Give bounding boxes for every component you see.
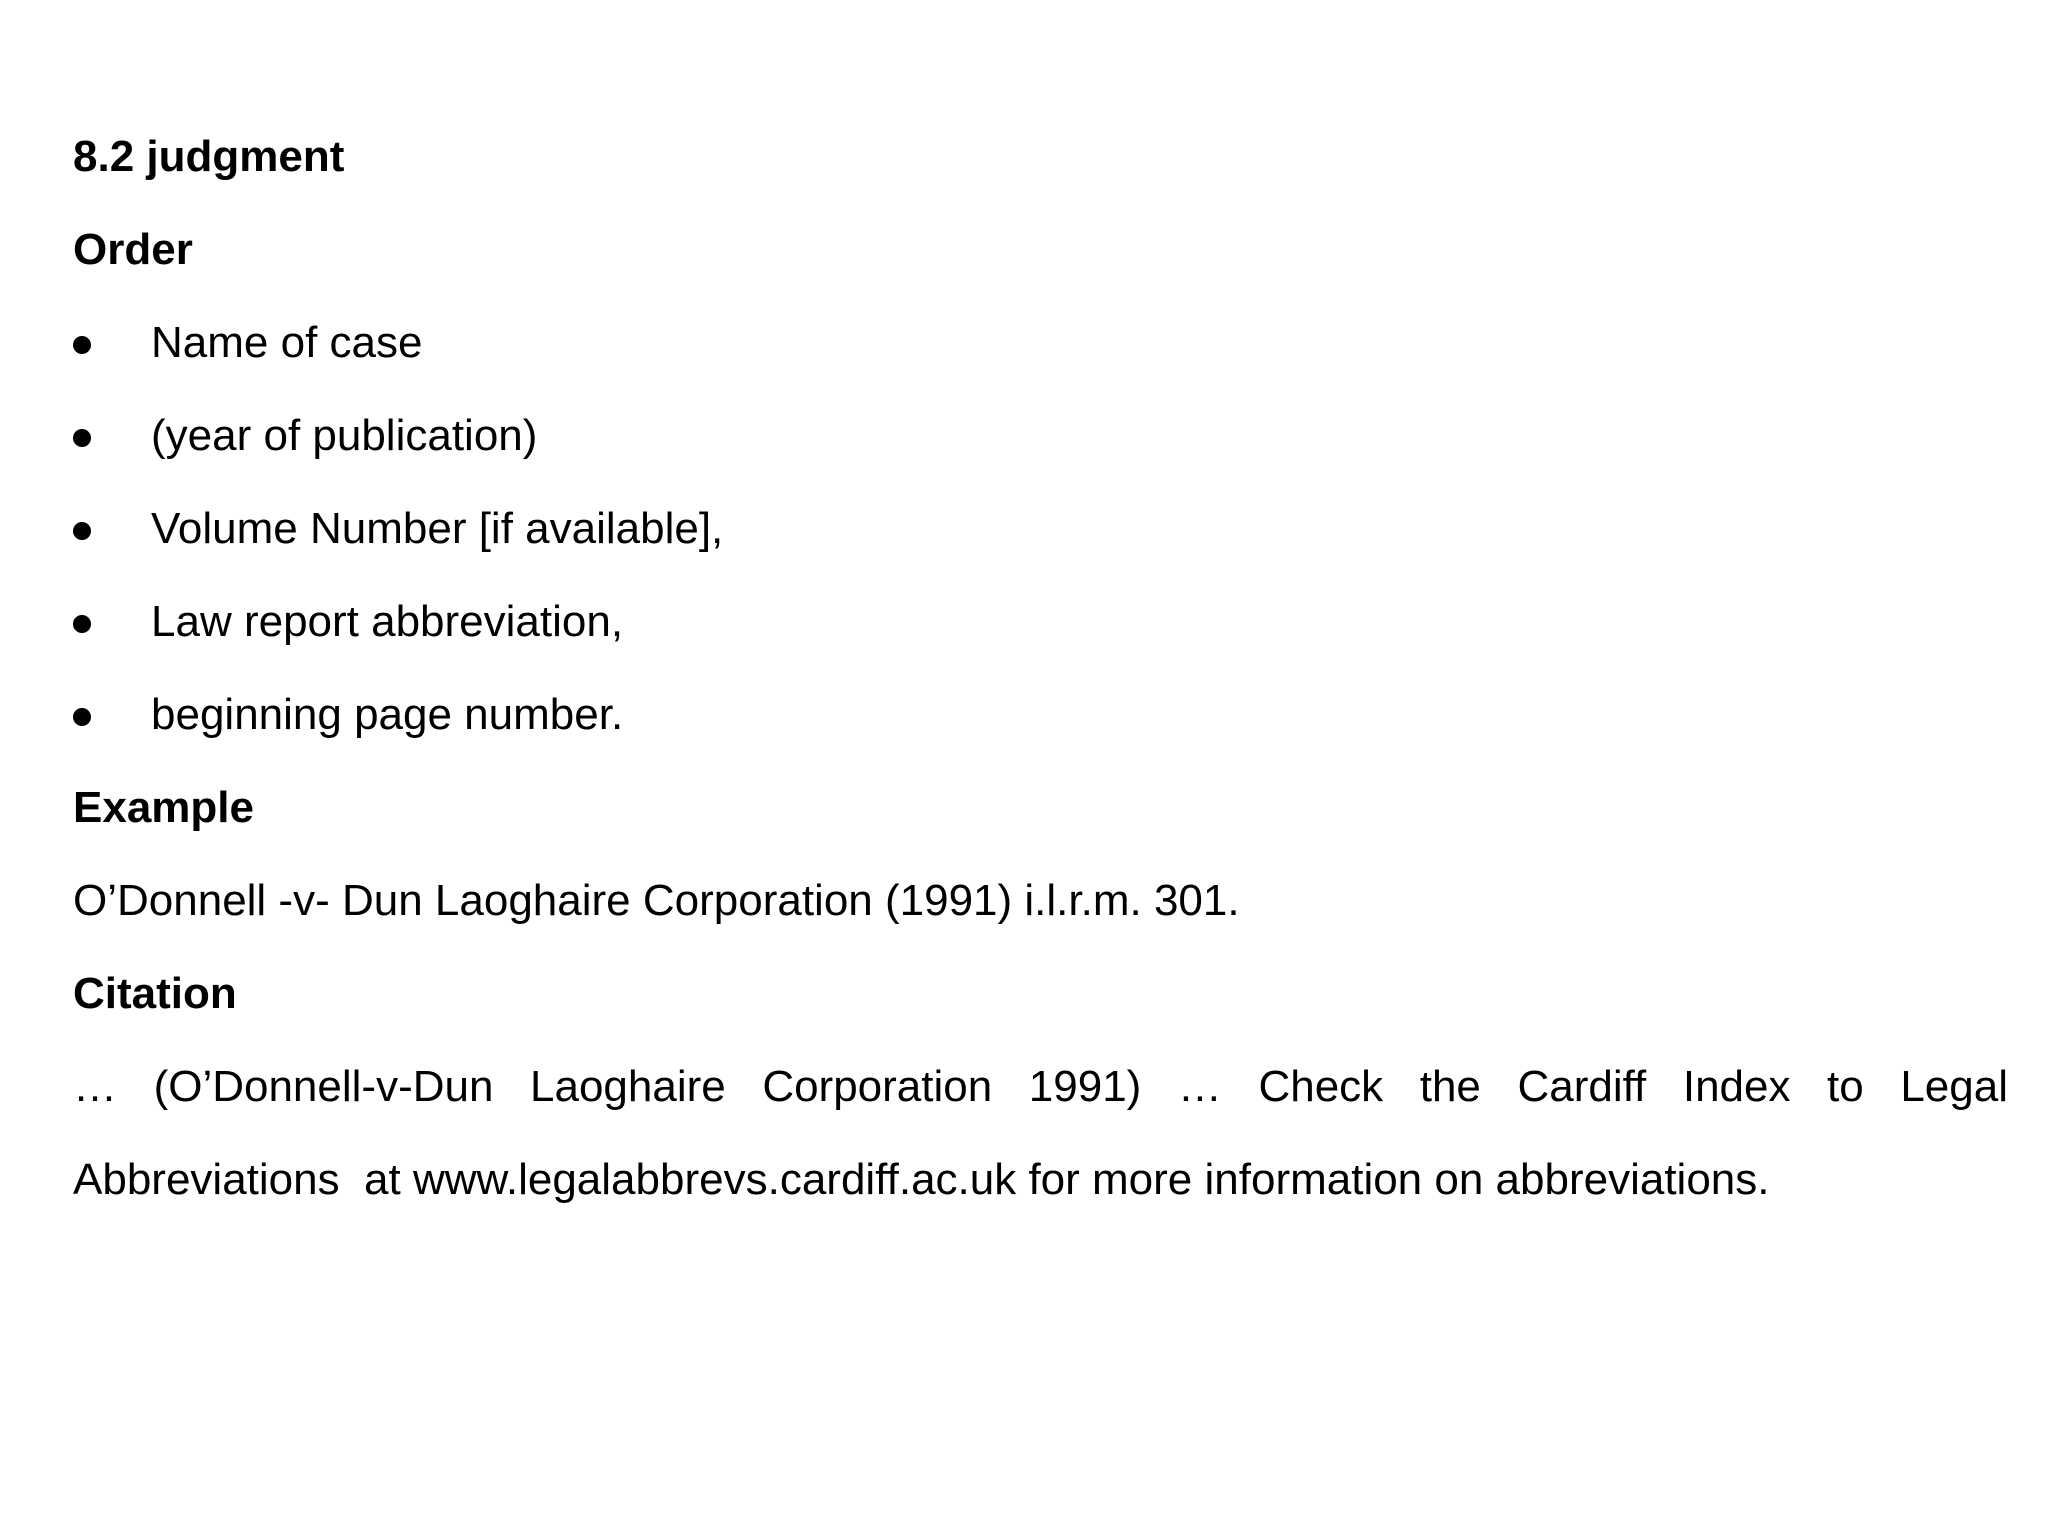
citation-word: Cardiff xyxy=(1517,1062,1647,1111)
example-text: O’Donnell -v- Dun Laoghaire Corporation (1991) i.l.r.m. 301. xyxy=(73,876,1240,925)
list-item xyxy=(73,668,2008,761)
bullet-icon xyxy=(73,575,151,668)
bullet-icon xyxy=(73,482,151,575)
citation-heading: Citation xyxy=(73,969,237,1018)
list-item xyxy=(73,482,2008,575)
bullet-icon xyxy=(73,389,151,482)
order-heading: Order xyxy=(73,225,193,274)
citation-word: Legal xyxy=(1900,1062,2008,1111)
citation-word: Index xyxy=(1682,1062,1791,1111)
list-item xyxy=(73,575,2008,668)
citation-word: the xyxy=(1419,1062,1481,1111)
bullet-icon xyxy=(73,668,151,761)
citation-word: (O’Donnell-v-Dun xyxy=(153,1062,494,1111)
example-heading: Example xyxy=(73,783,254,832)
list-item-text: Name of case xyxy=(151,318,423,367)
citation-word: … xyxy=(1177,1062,1222,1111)
citation-word: Laoghaire xyxy=(530,1062,726,1111)
citation-word: … xyxy=(73,1062,117,1111)
citation-word: Corporation xyxy=(762,1062,993,1111)
section-title: 8.2 judgment xyxy=(73,132,345,181)
list-item-text: Law report abbreviation, xyxy=(151,597,624,646)
list-item-text: Volume Number [if available], xyxy=(151,504,724,553)
bullet-icon xyxy=(73,296,151,389)
citation-word: 1991) xyxy=(1028,1062,1142,1111)
document-page xyxy=(73,110,2008,1226)
citation-line-1 xyxy=(73,1040,2008,1133)
citation-word: to xyxy=(1827,1062,1864,1111)
list-item-text: beginning page number. xyxy=(151,690,624,739)
citation-word: Check xyxy=(1258,1062,1384,1111)
list-item-text: (year of publication) xyxy=(151,411,538,460)
list-item xyxy=(73,389,2008,482)
citation-line-2: Abbreviations at www.legalabbrevs.cardiff.ac.uk for more information on abbreviations. xyxy=(73,1155,1770,1204)
list-item xyxy=(73,296,2008,389)
